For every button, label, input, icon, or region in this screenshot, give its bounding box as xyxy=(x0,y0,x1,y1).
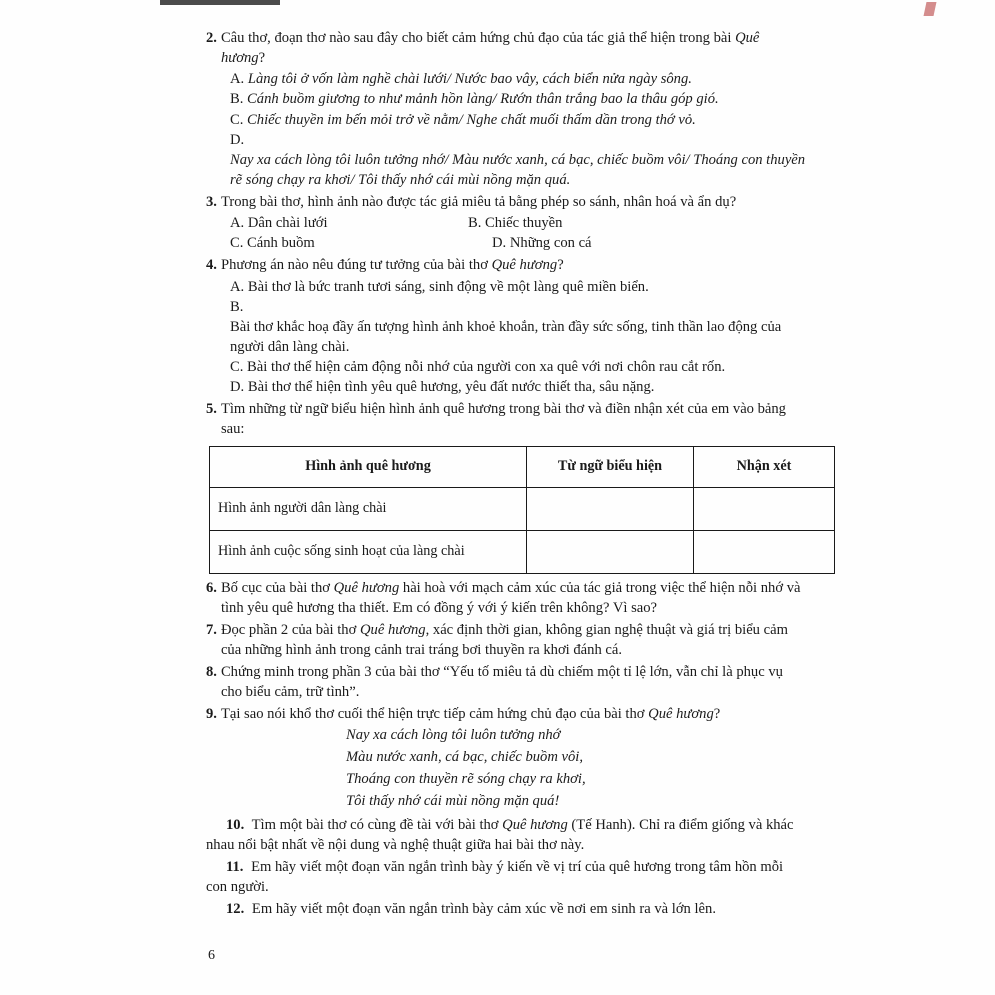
option-label-b: B. xyxy=(468,215,482,232)
question-6-text-part-3: hài hoà với mạch cảm xúc của tác giả trong việc thể hiện nỗi nhớ và tình yêu quê hương tha thiết. Em có đồng ý với ý kiến trên không? Vì sao? xyxy=(220,579,801,616)
question-block-10 xyxy=(206,815,806,855)
option-label-c: C. xyxy=(230,235,244,252)
question-3-option-c xyxy=(230,233,468,253)
question-2-option-d xyxy=(206,130,806,190)
option-label-c: C. xyxy=(230,359,244,375)
option-label-a: A. xyxy=(230,278,245,295)
table-cell-comment-2[interactable] xyxy=(694,530,835,573)
question-4-prompt xyxy=(206,255,806,275)
question-7-number: 7. xyxy=(206,621,217,638)
table-header-image: Hình ảnh quê hương xyxy=(210,446,527,487)
question-10-text-part-3: (Tế Hanh). Chỉ ra điểm giống và khác nhau nổi bật nhất về nội dung và nghệ thuật giữa hai bài thơ này. xyxy=(206,816,794,854)
question-block-5 xyxy=(206,399,806,573)
table-row xyxy=(210,487,835,530)
option-label-d: D. xyxy=(230,379,245,396)
table-cell-words-2[interactable] xyxy=(527,530,694,573)
question-block-4 xyxy=(206,255,806,397)
option-label-c: C. xyxy=(230,111,244,128)
scan-artifact-top-left xyxy=(160,0,280,5)
question-3-option-b xyxy=(468,213,562,233)
option-label-b: B. xyxy=(230,298,244,315)
question-2-prompt xyxy=(206,28,806,68)
question-block-8 xyxy=(206,662,806,702)
table-cell-label-2: Hình ảnh cuộc sống sinh hoạt của làng chài xyxy=(210,530,527,573)
question-4-option-c xyxy=(206,357,806,377)
table-cell-comment-1[interactable] xyxy=(694,487,835,530)
question-11-text: Em hãy viết một đoạn văn ngắn trình bày ý kiến về vị trí của quê hương trong tâm hồn mỗi con người. xyxy=(206,859,784,896)
question-4-text-part-2: Quê hương xyxy=(491,257,558,274)
question-6-number: 6. xyxy=(206,579,217,596)
option-text-d: Nay xa cách lòng tôi luôn tưởng nhớ/ Màu nước xanh, cá bạc, chiếc buồm vôi/ Thoáng con thuyền rẽ sóng chạy ra khơi/ Tôi thấy nhớ cái mùi nồng mặn quá. xyxy=(230,151,806,188)
question-4-option-b xyxy=(206,297,806,357)
question-5-text: Tìm những từ ngữ biểu hiện hình ảnh quê hương trong bài thơ và điền nhận xét của em vào bảng sau: xyxy=(220,401,786,438)
question-3-options-row-1 xyxy=(206,213,806,233)
question-block-2 xyxy=(206,28,806,190)
question-3-text: Trong bài thơ, hình ảnh nào được tác giả miêu tả bằng phép so sánh, nhân hoá và ẩn dụ? xyxy=(220,194,737,210)
question-3-prompt xyxy=(206,192,806,212)
question-block-7 xyxy=(206,620,806,660)
question-12-number: 12. xyxy=(226,901,245,918)
question-block-12 xyxy=(206,899,806,919)
answer-table xyxy=(209,446,835,574)
page-content xyxy=(206,28,806,922)
question-9-number: 9. xyxy=(206,706,217,723)
question-3-option-a xyxy=(230,213,468,233)
option-text-a: Bài thơ là bức tranh tươi sáng, sinh động về một làng quê miền biển. xyxy=(247,278,649,295)
question-6-text-part-1: Bố cục của bài thơ xyxy=(220,579,334,596)
option-text-c: Chiếc thuyền im bến mỏi trở về nằm/ Nghe chất muối thấm dần trong thớ vỏ. xyxy=(247,111,696,128)
question-2-option-c xyxy=(206,110,806,130)
question-7-text-part-3: , xác định thời gian, không gian nghệ thuật và giá trị biểu cảm của những hình ảnh trong cảnh trai tráng bơi thuyền ra khơi đánh cá. xyxy=(220,621,788,658)
table-header-words: Từ ngữ biểu hiện xyxy=(527,446,694,487)
question-4-option-a xyxy=(206,277,806,297)
question-6-text-part-2: Quê hương xyxy=(333,579,400,596)
option-text-b: Chiếc thuyền xyxy=(485,215,563,232)
table-header-row xyxy=(210,446,835,487)
question-10-number: 10. xyxy=(226,816,245,833)
question-2-text-part-3: ? xyxy=(258,50,266,67)
question-4-option-d xyxy=(206,377,806,397)
question-3-option-d xyxy=(468,233,592,253)
option-label-d: D. xyxy=(492,235,507,252)
question-2-text-part-2: Quê hương xyxy=(220,30,760,67)
question-8-text: Chứng minh trong phần 3 của bài thơ “Yếu tố miêu tả dù chiếm một tỉ lệ lớn, vẫn chỉ là phục vụ cho biểu cảm, trữ tình”. xyxy=(220,664,783,701)
question-block-11 xyxy=(206,857,806,897)
question-2-text-part-1: Câu thơ, đoạn thơ nào sau đây cho biết cảm hứng chủ đạo của tác giả thể hiện trong bài xyxy=(220,30,736,46)
table-row xyxy=(210,530,835,573)
question-10-text-part-1: Tìm một bài thơ có cùng đề tài với bài thơ xyxy=(251,816,503,833)
question-block-6 xyxy=(206,578,806,618)
question-2-option-b xyxy=(206,89,806,109)
question-10-text-part-2: Quê hương xyxy=(502,816,568,833)
question-9-prompt xyxy=(206,704,806,724)
question-4-text-part-1: Phương án nào nêu đúng tư tưởng của bài thơ xyxy=(220,257,492,274)
option-text-b: Cánh buồm giương to như mảnh hồn làng/ Rướn thân trắng bao la thâu góp gió. xyxy=(247,91,719,108)
question-8-number: 8. xyxy=(206,664,217,680)
table-cell-label-1: Hình ảnh người dân làng chài xyxy=(210,487,527,530)
poem-line-2: Màu nước xanh, cá bạc, chiếc buồm vôi, xyxy=(346,749,584,766)
option-text-d: Bài thơ thể hiện tình yêu quê hương, yêu đất nước thiết tha, sâu nặng. xyxy=(247,379,655,396)
question-9-text-part-1: Tại sao nói khổ thơ cuối thể hiện trực tiếp cảm hứng chủ đạo của bài thơ xyxy=(220,706,649,723)
question-5-prompt xyxy=(206,399,806,439)
table-cell-words-1[interactable] xyxy=(527,487,694,530)
option-label-a: A. xyxy=(230,215,245,232)
poem-line-4: Tôi thấy nhớ cái mùi nồng mặn quá! xyxy=(346,793,560,810)
option-label-a: A. xyxy=(230,71,245,88)
question-3-options-row-2 xyxy=(206,233,806,253)
question-12-text: Em hãy viết một đoạn văn ngắn trình bày cảm xúc về nơi em sinh ra và lớn lên. xyxy=(251,901,716,918)
question-9-text-part-2: Quê hương xyxy=(648,706,714,723)
page-number: 6 xyxy=(208,948,215,963)
question-block-9 xyxy=(206,704,806,813)
question-block-3 xyxy=(206,192,806,253)
question-7-text-part-1: Đọc phần 2 của bài thơ xyxy=(220,621,360,638)
poem-line-1: Nay xa cách lòng tôi luôn tưởng nhớ xyxy=(346,727,561,744)
scan-artifact-top-right xyxy=(924,2,937,16)
table-header-comment: Nhận xét xyxy=(694,446,835,487)
option-label-d: D. xyxy=(230,131,245,148)
question-2-option-a xyxy=(206,69,806,89)
question-7-text-part-2: Quê hương xyxy=(359,621,426,638)
option-label-b: B. xyxy=(230,91,244,108)
question-3-number: 3. xyxy=(206,194,217,210)
option-text-c: Cánh buồm xyxy=(247,235,315,252)
question-9-text-part-3: ? xyxy=(713,706,721,723)
question-5-number: 5. xyxy=(206,401,217,418)
question-11-number: 11. xyxy=(226,859,244,876)
question-4-text-part-3: ? xyxy=(557,257,564,274)
poem-line-3: Thoáng con thuyền rẽ sóng chạy ra khơi, xyxy=(346,771,586,788)
question-2-number: 2. xyxy=(206,30,217,46)
option-text-a: Dân chài lưới xyxy=(247,215,328,232)
option-text-b: Bài thơ khắc hoạ đầy ấn tượng hình ảnh khoẻ khoắn, tràn đầy sức sống, tinh thần lao động của người dân làng chài. xyxy=(230,318,782,355)
option-text-d: Những con cá xyxy=(509,235,592,252)
option-text-c: Bài thơ thể hiện cảm động nỗi nhớ của người con xa quê với nơi chôn rau cắt rốn. xyxy=(247,359,726,375)
question-4-number: 4. xyxy=(206,257,217,274)
poem-quote xyxy=(206,725,806,813)
option-text-a: Làng tôi ở vốn làm nghề chài lưới/ Nước bao vây, cách biển nửa ngày sông. xyxy=(247,71,692,88)
